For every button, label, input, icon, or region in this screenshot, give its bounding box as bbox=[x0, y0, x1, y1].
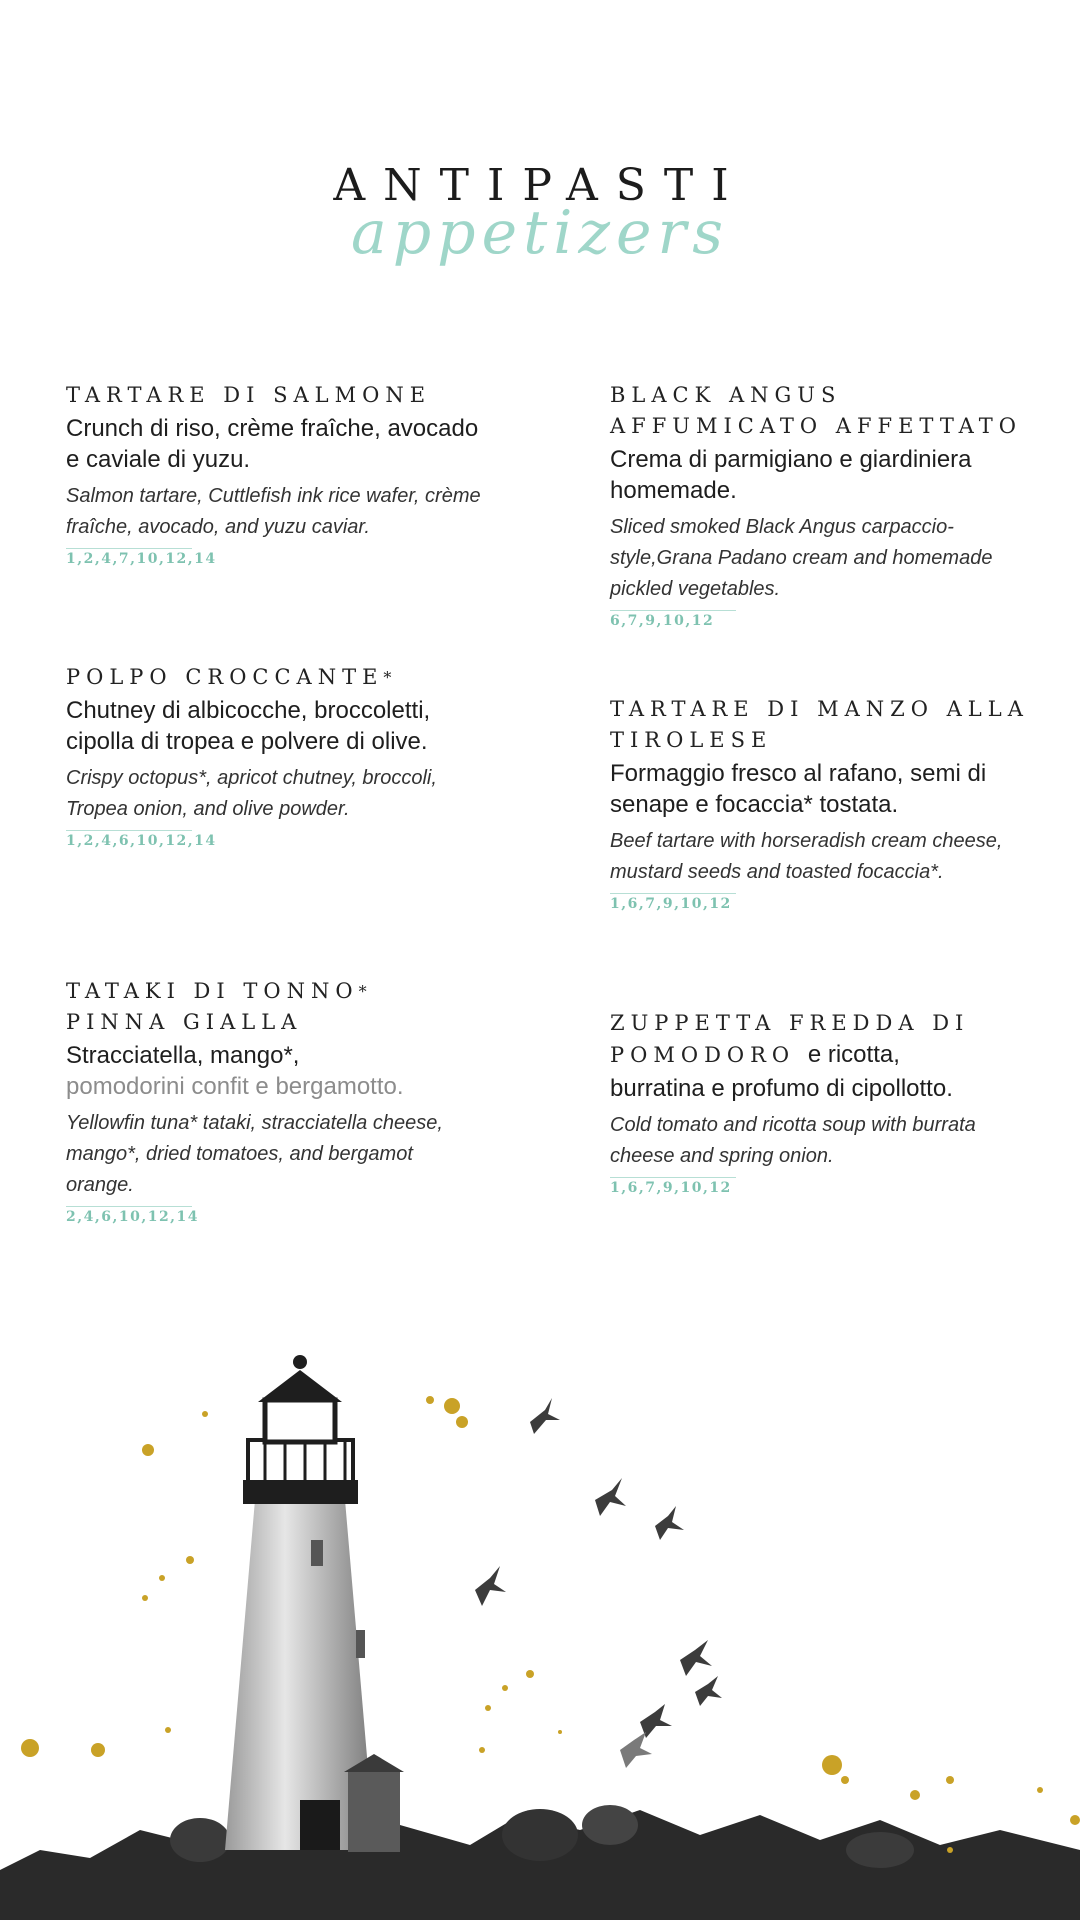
birds bbox=[475, 1398, 722, 1768]
item-description-en: Crispy octopus*, apricot chutney, broccoli, Tropea onion, and olive powder. bbox=[66, 767, 437, 820]
gold-flecks bbox=[21, 1396, 1080, 1853]
allergen-codes: 1,2,4,6,10,12,14 bbox=[66, 833, 217, 849]
section-title: ANTIPASTI bbox=[333, 160, 747, 211]
item-description-en: Yellowfin tuna* tataki, stracciatella cheese, mango*, dried tomatoes, and bergamot orange. bbox=[66, 1112, 443, 1196]
menu-item-black-angus bbox=[610, 380, 1030, 629]
divider bbox=[610, 893, 736, 894]
menu-item-polpo-croccante bbox=[66, 662, 486, 849]
divider bbox=[610, 1177, 736, 1178]
divider bbox=[66, 1206, 192, 1207]
item-description-en: Salmon tartare, Cuttlefish ink rice wafer, crème fraîche, avocado, and yuzu caviar. bbox=[66, 485, 481, 538]
item-name: POLPO CROCCANTE* bbox=[66, 665, 392, 689]
divider bbox=[66, 830, 192, 831]
item-description-it: Crunch di riso, crème fraîche, avocado e caviale di yuzu. bbox=[66, 415, 479, 473]
item-name: TARTARE DI MANZO ALLA TIROLESE bbox=[610, 697, 1029, 752]
allergen-codes: 1,6,7,9,10,12 bbox=[610, 1180, 732, 1196]
rocks bbox=[0, 1805, 1080, 1920]
item-description-it: Chutney di albicocche, broccoletti, cipolla di tropea e polvere di olive. bbox=[66, 697, 431, 755]
menu-item-tartare-manzo bbox=[610, 694, 1030, 912]
item-description-it: Crema di parmigiano e giardiniera homemade. bbox=[610, 446, 972, 504]
menu-header bbox=[0, 150, 1080, 280]
menu-item-zuppetta-fredda bbox=[610, 1008, 1030, 1196]
item-name: TARTARE DI SALMONE bbox=[66, 383, 432, 407]
item-name: BLACK ANGUS AFFUMICATO AFFETTATO bbox=[610, 383, 1022, 438]
asterisk-mark: * bbox=[358, 982, 367, 1001]
section-subtitle: appetizers bbox=[351, 198, 729, 268]
item-description-en: Beef tartare with horseradish cream cheese, mustard seeds and toasted focaccia*. bbox=[610, 830, 1003, 883]
divider bbox=[610, 610, 736, 611]
menu-item-tartare-salmone bbox=[66, 380, 486, 567]
menu-item-tataki-tonno bbox=[66, 976, 486, 1225]
allergen-codes: 2,4,6,10,12,14 bbox=[66, 1209, 200, 1225]
item-name: ZUPPETTA FREDDA DI POMODORO e ricotta, bbox=[610, 1011, 970, 1068]
item-description-it: Stracciatella, mango*, pomodorini confit e bergamotto. bbox=[66, 1042, 404, 1100]
allergen-codes: 1,2,4,7,10,12,14 bbox=[66, 551, 217, 567]
item-description-it: burratina e profumo di cipollotto. bbox=[610, 1075, 953, 1102]
lighthouse-tower bbox=[225, 1355, 404, 1852]
item-description-en: Cold tomato and ricotta soup with burrata cheese and spring onion. bbox=[610, 1114, 976, 1167]
allergen-codes: 6,7,9,10,12 bbox=[610, 613, 715, 629]
item-description-en: Sliced smoked Black Angus carpaccio-style,Grana Padano cream and homemade pickled vegetables. bbox=[610, 516, 993, 600]
allergen-codes: 1,6,7,9,10,12 bbox=[610, 896, 732, 912]
item-name: TATAKI DI TONNO* PINNA GIALLA bbox=[66, 979, 367, 1034]
divider bbox=[66, 548, 192, 549]
lighthouse-illustration bbox=[0, 1310, 1080, 1920]
item-description-it: Formaggio fresco al rafano, semi di senape e focaccia* tostata. bbox=[610, 760, 987, 818]
asterisk-mark: * bbox=[383, 668, 392, 687]
